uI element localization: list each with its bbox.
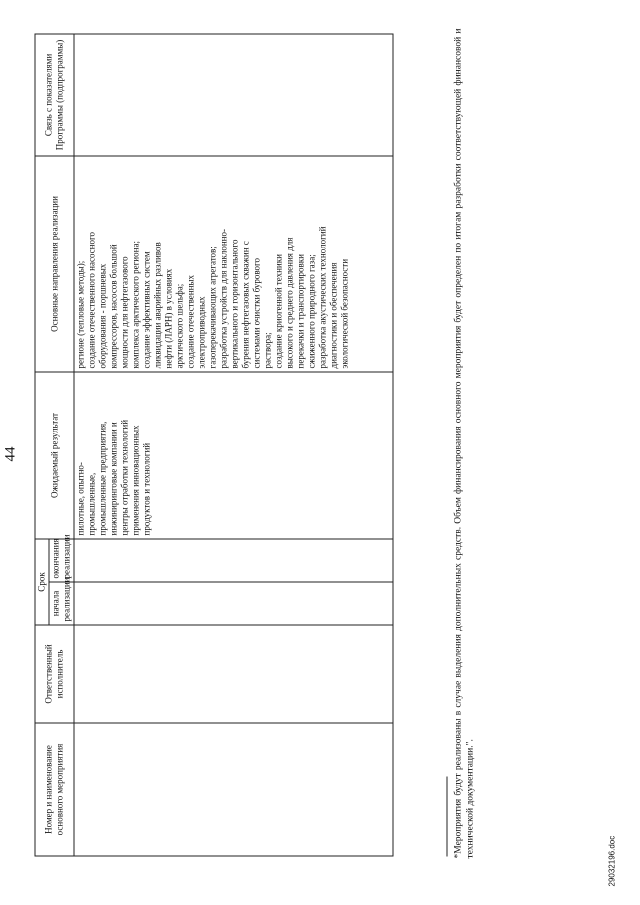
cell-number-name: [74, 723, 393, 856]
footnote-rule: [447, 777, 448, 857]
cell-term-end: [74, 539, 393, 582]
header-term-end: окончания реализации: [49, 539, 74, 582]
header-row-1: [35, 34, 49, 856]
page-number: 44: [2, 446, 19, 462]
cell-program-link: [74, 34, 393, 156]
cell-executor: [74, 625, 393, 723]
doc-code: 29032196.doc: [607, 835, 617, 887]
cell-main-directions: регионе (тепловые методы); создание отечественного насосного оборудования - поршневых компрессоров, насосов большой мощности для нефтегазового комплекса арктического региона; создание эффективных систем ликвидации аварийных разливов нефти (ЛАРН) в условиях арктического шельфа; создание отечественных электроприводных газоперекачивающих агрегатов; разработка устройств для наклонно- вертикального и горизонтального бурения нефтегазовых скважин с системами очистки бурового раствора; создание криогенной техники высокого и среднего давления для перекачки и транспортировки сжиженного природного газа; разработка акустических технологий диагностики и обеспечения экологической безопасности: [74, 156, 393, 372]
footnote: *Мероприятия будут реализованы в случае выделения дополнительных средств. Объем финансирования основного мероприятия будет определен по итогам разработки соответствующей финансовой и технической документации.".: [453, 28, 476, 859]
table-row: [74, 34, 393, 856]
cell-term-start: [74, 582, 393, 625]
header-executor: Ответственный исполнитель: [35, 625, 74, 723]
cell-expected-result: пилотные, опытно- промышленные, промышленные предприятия, инжиниринговые компании и центры отработки технологий применения инновационных продуктов и технологий: [74, 372, 393, 539]
header-main-directions: Основные направления реализации: [35, 156, 74, 372]
rotated-page: [1, 0, 640, 905]
header-term-start: начала реализации: [49, 582, 74, 625]
header-term: Срок: [35, 539, 49, 625]
program-table: [35, 33, 394, 856]
header-number-name: Номер и наименование основного мероприятия: [35, 723, 74, 856]
header-program-link: Связь с показателями Программы (подпрограммы): [35, 34, 74, 156]
header-expected-result: Ожидаемый результат: [35, 372, 74, 539]
